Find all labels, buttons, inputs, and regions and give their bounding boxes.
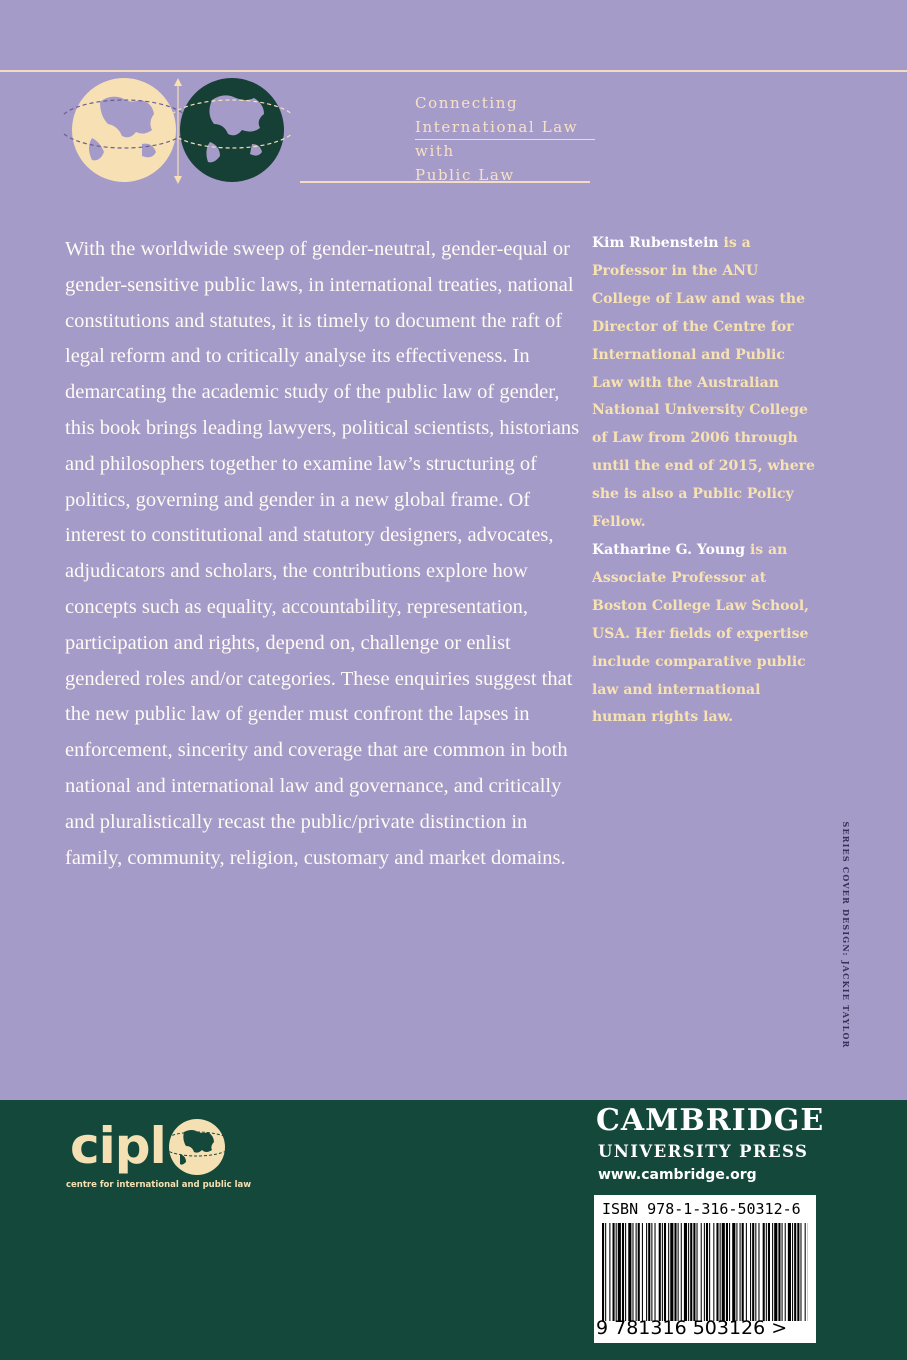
publisher-name: CAMBRIDGE (596, 1103, 825, 1138)
series-title-line-3: with (415, 142, 455, 160)
barcode-stripe (622, 1223, 624, 1321)
barcode-stripe (670, 1223, 673, 1321)
barcode-stripe (766, 1223, 767, 1321)
barcode-stripe (722, 1223, 725, 1321)
barcode-stripe (726, 1223, 728, 1321)
author-name-1: Kim Rubenstein (592, 235, 719, 251)
barcode-stripe (774, 1223, 777, 1321)
barcode-stripe (605, 1223, 606, 1321)
publisher-url: www.cambridge.org (598, 1167, 757, 1183)
barcode-stripe (642, 1223, 643, 1321)
barcode-stripe (655, 1223, 656, 1321)
barcode-stripe (668, 1223, 669, 1321)
barcode-stripe (636, 1223, 637, 1321)
barcode-stripe (732, 1223, 735, 1321)
cipl-globe-icon (166, 1116, 228, 1178)
barcode-stripe (755, 1223, 756, 1321)
cipl-subtitle: centre for international and public law (66, 1180, 252, 1190)
barcode-stripe (688, 1223, 689, 1321)
barcode-stripe (713, 1223, 714, 1321)
barcode-stripe (778, 1223, 780, 1321)
series-title (415, 92, 595, 187)
barcode-bars-icon (602, 1223, 808, 1321)
barcode-stripe (758, 1223, 759, 1321)
barcode-stripe (697, 1223, 698, 1321)
barcode-stripe (752, 1223, 754, 1321)
barcode-stripe (709, 1223, 710, 1321)
series-title-line-2: International Law (415, 116, 595, 141)
barcode-stripe (704, 1223, 705, 1321)
barcode-stripe (628, 1223, 631, 1321)
barcode-number: 9 781316 503126 > (596, 1317, 788, 1339)
isbn-barcode (594, 1195, 816, 1343)
barcode-stripe (659, 1223, 661, 1321)
barcode-stripe (782, 1223, 783, 1321)
barcode-stripe (690, 1223, 692, 1321)
barcode-stripe (746, 1223, 747, 1321)
series-title-line-1: Connecting (415, 94, 519, 112)
barcode-stripe (740, 1223, 741, 1321)
barcode-stripe (681, 1223, 682, 1321)
barcode-stripe (772, 1223, 773, 1321)
author-name-2: Katharine G. Young (592, 542, 746, 558)
barcode-stripe (800, 1223, 801, 1321)
barcode-stripe (720, 1223, 721, 1321)
barcode-stripe (638, 1223, 640, 1321)
barcode-stripe (742, 1223, 744, 1321)
barcode-stripe (785, 1223, 786, 1321)
series-title-line-4: Public Law (415, 165, 515, 184)
barcode-stripe (613, 1223, 615, 1321)
book-description: With the worldwide sweep of gender-neutral, gender-equal or gender-sensitive public laws, in international treaties, national constitutions and statutes, it is timely to document the raft of legal reform and to critically analyse its effectiveness. In demarcating the academic study of the public law of gender, this book brings leading lawyers, political scientists, historians and philosophers together to examine law’s structuring of politics, governing and gender in a new global frame. Of interest to constitutional and statutory designers, advocates, adjudicators and scholars, the contributions explore how concepts such as equality, accountability, representation, participation and rights, depend on, challenge or enlist gendered roles and/or categories. These enquiries suggest that the new public law of gender must confront the lapses in enforcement, sincerity and coverage that are common in both national and international law and governance, and critically and pluralistically recast the public/private distinction in family, community, religion, customary and market domains. (65, 238, 580, 869)
author-bio-text-1: is a Professor in the ANU College of Law and was the Director of the Centre for International and Public Law with the Australian National University College of Law from 2006 through until the end of 2015, where she is also a Public Policy Fellow. (592, 235, 815, 531)
barcode-stripe (632, 1223, 633, 1321)
barcode-stripe (805, 1223, 806, 1321)
barcode-stripe (651, 1223, 652, 1321)
publisher-subtitle: UNIVERSITY PRESS (598, 1142, 809, 1161)
cover-design-credit: SERIES COVER DESIGN: JACKIE TAYLOR (841, 821, 851, 1049)
barcode-stripe (797, 1223, 799, 1321)
barcode-stripe (736, 1223, 737, 1321)
barcode-stripe (625, 1223, 626, 1321)
author-bio-2 (592, 537, 817, 732)
barcode-stripe (616, 1223, 617, 1321)
barcode-stripe (768, 1223, 770, 1321)
barcode-stripe (716, 1223, 718, 1321)
globes-emblem-icon (62, 72, 292, 192)
barcode-stripe (609, 1223, 610, 1321)
barcode-stripe (674, 1223, 676, 1321)
author-bio-1 (592, 230, 817, 537)
barcode-stripe (618, 1223, 621, 1321)
barcode-stripe (763, 1223, 765, 1321)
barcode-stripe (706, 1223, 708, 1321)
barcode-stripe (750, 1223, 751, 1321)
barcode-stripe (662, 1223, 663, 1321)
barcode-stripe (648, 1223, 650, 1321)
barcode-stripe (646, 1223, 647, 1321)
barcode-stripe (788, 1223, 791, 1321)
barcode-stripe (664, 1223, 666, 1321)
barcode-stripe (701, 1223, 702, 1321)
isbn-label: ISBN 978-1-316-50312-6 (602, 1200, 801, 1218)
barcode-stripe (794, 1223, 796, 1321)
author-bio-text-2: is an Associate Professor at Boston College Law School, USA. Her fields of expertise include comparative public law and international human rights law. (592, 542, 810, 726)
cipl-logo-text: cipl (70, 1117, 166, 1175)
barcode-stripe (693, 1223, 695, 1321)
barcode-stripe (729, 1223, 730, 1321)
barcode-stripe (678, 1223, 679, 1321)
barcode-stripe (792, 1223, 793, 1321)
barcode-stripe (602, 1223, 604, 1321)
barcode-stripe (684, 1223, 687, 1321)
